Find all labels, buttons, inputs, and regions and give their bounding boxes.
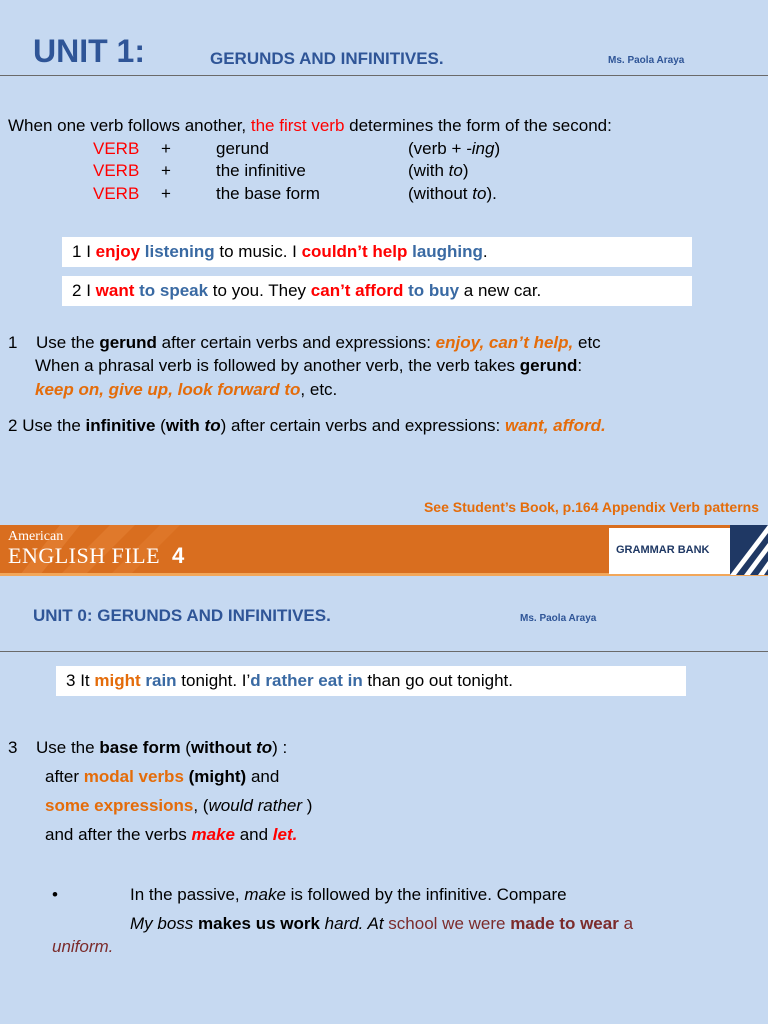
passive-line-2: My boss makes us work hard. At school we were made to wear a [130,914,634,933]
row-form: the base form [216,184,320,203]
rule-number: 3 [8,738,18,757]
unit-heading: UNIT 1: [33,33,145,69]
author: Ms. Paola Araya [608,55,685,66]
rule-1-line-2: When a phrasal verb is followed by another verb, the verb takes gerund: [35,356,583,375]
intro-post: determines the form of the second: [344,116,612,135]
row-note: (with to) [408,161,469,180]
row-verb: VERB [93,184,140,203]
rule-1-line-1: Use the gerund after certain verbs and expressions: enjoy, can’t help, etc [36,333,601,352]
grammar-bank-label: GRAMMAR BANK [616,544,710,556]
row-verb: VERB [93,139,140,158]
example-box-1: 1 I enjoy listening to music. I couldn’t help laughing. [62,237,692,267]
unit-title: GERUNDS AND INFINITIVES. [210,49,444,68]
header-divider [0,75,768,76]
example-box-3: 3 It might rain tonight. I’d rather eat in than go out tonight. [56,666,686,696]
intro-highlight: the first verb [250,116,345,135]
row-plus: + [161,139,171,158]
passive-line-3: uniform. [52,937,114,956]
row-verb: VERB [93,161,140,180]
author-2: Ms. Paola Araya [520,613,597,624]
intro-text [8,116,612,136]
banner-american: American [8,529,64,544]
row-form: the infinitive [216,161,306,180]
rule-3-line-1: Use the base form (without to) : [36,738,288,757]
rule-3-line-4: and after the verbs make and let. [45,825,298,844]
unit-0-heading: UNIT 0: GERUNDS AND INFINITIVES. [33,606,331,625]
rule-3-line-3: some expressions, (would rather ) [45,796,313,815]
row-form: gerund [216,139,269,158]
header-divider-2 [0,651,768,652]
rule-3-line-2: after modal verbs (might) and [45,767,280,786]
flag-graphic [730,525,768,575]
passive-line-1: In the passive, make is followed by the infinitive. Compare [130,885,567,904]
row-note: (verb + -ing) [408,139,501,158]
example-box-2: 2 I want to speak to you. They can’t afford to buy a new car. [62,276,692,306]
flag-stripes-icon [730,525,768,575]
rule-1-line-3: keep on, give up, look forward to, etc. [35,380,338,399]
intro-pre: When one verb follows another, [8,116,251,135]
banner-title: ENGLISH FILE 4 [8,543,185,568]
rule-number: 1 [8,333,18,352]
row-plus: + [161,161,171,180]
rule-2: 2 Use the infinitive (with to) after certain verbs and expressions: want, afford. [8,416,606,435]
book-reference: See Student’s Book, p.164 Appendix Verb patterns [423,499,759,515]
row-plus: + [161,184,171,203]
bullet: • [52,885,58,904]
row-note: (without to). [408,184,497,203]
